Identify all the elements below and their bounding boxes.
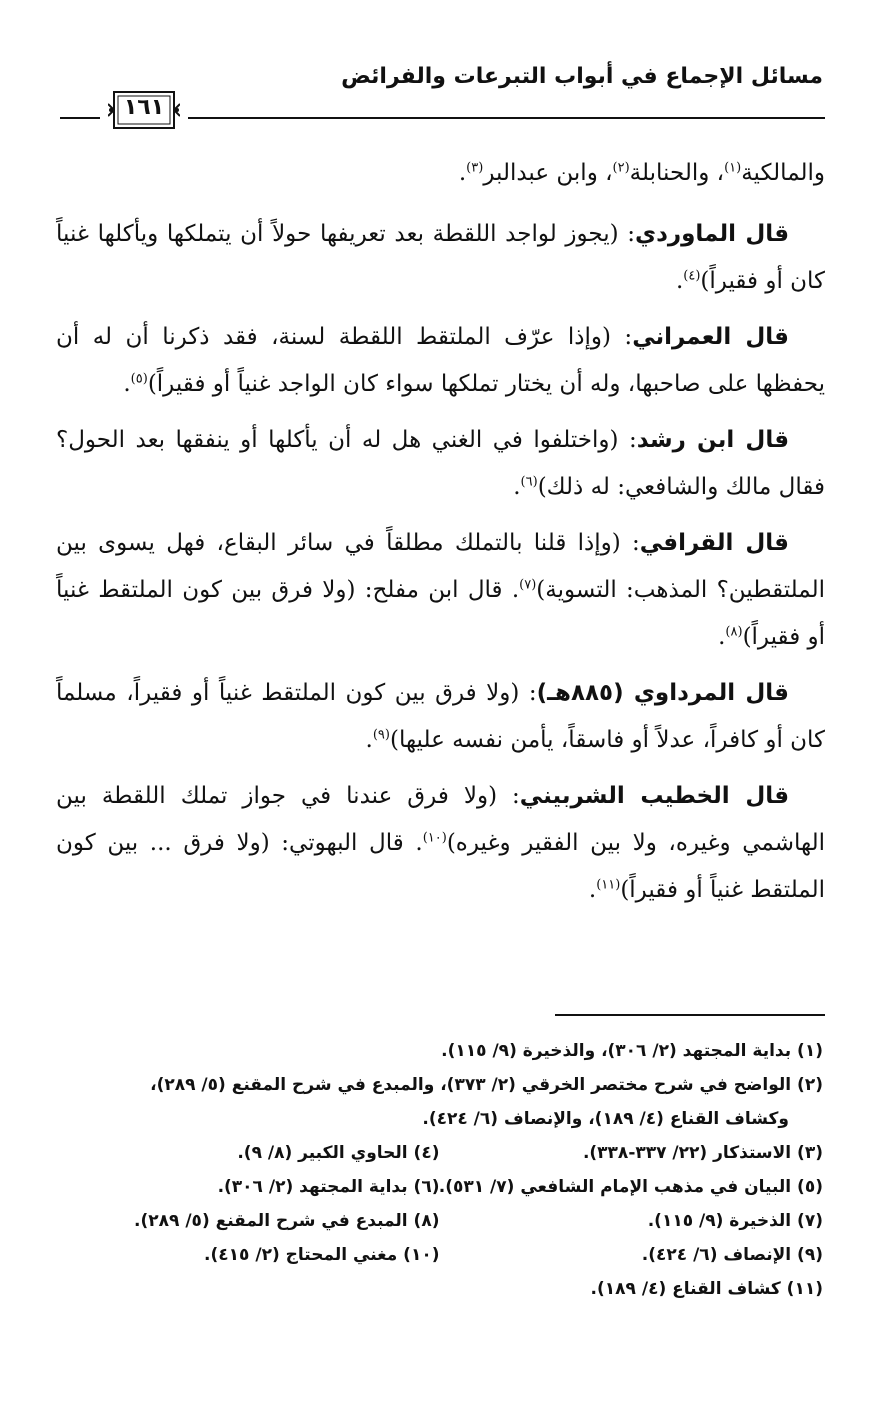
footnote-ref[interactable]: (٤) (683, 268, 701, 284)
running-head-title: مسائل الإجماع في أبواب التبرعات والفرائض (341, 64, 823, 89)
footnote-4: (٤) الحاوي الكبير (٨/ ٩). (237, 1143, 440, 1163)
footnote-ref[interactable]: (٩) (372, 727, 390, 743)
footnote-row (56, 1170, 823, 1204)
footnote-ref[interactable]: (١٠) (422, 830, 447, 846)
text-run: . (675, 268, 684, 294)
footnote-ref[interactable]: (٧) (519, 577, 537, 593)
quote-text: : (واختلفوا في الغني هل له أن يأكلها أو ينفقها بعد الحول؟ فقال مالك والشافعي: له ذلك) (56, 427, 825, 500)
footnote-1: (١) بداية المجتهد (٢/ ٣٠٦)، والذخيرة (٩/ ١١٥). (441, 1041, 823, 1061)
footnote-rule (555, 1014, 825, 1016)
paragraph-7 (56, 773, 825, 914)
paragraph-5 (56, 520, 825, 661)
footnote-ref[interactable]: (٣) (466, 160, 484, 176)
quote-text: : (وإذا عرّف الملتقط اللقطة لسنة، فقد ذكرنا أن له أن يحفظها على صاحبها، وله أن يختار تملكها سواء كان الواجد غنياً أو فقيراً) (56, 324, 825, 397)
quote-text: : (يجوز لواجد اللقطة بعد تعريفها حولاً أن يتملكها ويأكلها غنياً كان أو فقيراً) (56, 221, 825, 294)
text-run: . (718, 624, 726, 650)
quote-speaker: قال ابن رشد (636, 427, 790, 453)
footnote-2-continued: وكشاف القناع (٤/ ١٨٩)، والإنصاف (٦/ ٤٢٤). (422, 1109, 789, 1129)
footnote-8: (٨) المبدع في شرح المقنع (٥/ ٢٨٩). (134, 1211, 440, 1231)
footnotes (56, 1034, 823, 1306)
text-run: ، والحنابلة (629, 160, 725, 186)
quote-speaker: قال الماوردي (635, 221, 789, 247)
footnote-row (56, 1238, 823, 1272)
footnote-6: (٦) بداية المجتهد (٢/ ٣٠٦). (217, 1177, 440, 1197)
quote-speaker: قال القرافي (639, 530, 789, 556)
footnote-ref[interactable]: (١١) (596, 877, 621, 893)
text-run: . (365, 727, 373, 753)
footnote-ref[interactable]: (٢) (612, 160, 630, 176)
paragraph-3 (56, 314, 825, 408)
quote-speaker: قال العمراني (632, 324, 789, 350)
footnote-11: (١١) كشاف القناع (٤/ ١٨٩). (590, 1279, 823, 1299)
text-run: . (588, 877, 597, 903)
footnote-row (56, 1136, 823, 1170)
footnote-ref[interactable]: (٥) (130, 371, 148, 387)
text-run: . (123, 371, 131, 397)
paragraph-4 (56, 417, 825, 511)
footnote-3: (٣) الاستذكار (٢٢/ ٣٣٧-٣٣٨). (582, 1143, 823, 1163)
footnote-ref[interactable]: (١) (724, 160, 742, 176)
paragraph-1 (56, 150, 825, 197)
quote-text: . قال البهوتي: (ولا فرق ... بين كون الملتقط غنياً أو فقيراً) (56, 830, 825, 903)
paragraph-6 (56, 670, 825, 764)
text-run: . (458, 160, 467, 186)
footnote-ref[interactable]: (٨) (725, 624, 743, 640)
footnote-9: (٩) الإنصاف (٦/ ٤٢٤). (641, 1245, 823, 1265)
quote-text: : (ولا فرق عندنا في جواز تملك اللقطة بين الهاشمي وغيره، ولا بين الفقير وغيره) (56, 783, 826, 856)
text-run: والمالكية (741, 160, 825, 186)
paragraph-2 (56, 211, 825, 305)
footnote-7: (٧) الذخيرة (٩/ ١١٥). (647, 1211, 823, 1231)
footnote-2: (٢) الواضح في شرح مختصر الخرقي (٢/ ٣٧٣)، والمبدع في شرح المقنع (٥/ ٢٨٩)، (150, 1075, 823, 1095)
quote-speaker: قال الخطيب الشربيني (519, 783, 789, 809)
text-run: ، وابن عبدالبر (483, 160, 613, 186)
page-number: ١٦١ (123, 95, 165, 120)
quote-text: : (وإذا قلنا بالتملك مطلقاً في سائر البقاع، فهل يسوى بين الملتقطين؟ المذهب: التسوية) (56, 530, 825, 603)
footnote-5: (٥) البيان في مذهب الإمام الشافعي (٧/ ٥٣١). (438, 1177, 823, 1197)
footnote-ref[interactable]: (٦) (520, 474, 538, 490)
quote-text: : (ولا فرق بين كون الملتقط غنياً أو فقيراً، مسلماً كان أو كافراً، عدلاً أو فاسقاً، يأمن نفسه عليها) (56, 680, 825, 753)
quote-text: . قال ابن مفلح: (ولا فرق بين كون الملتقط غنياً أو فقيراً) (56, 577, 825, 650)
footnote-10: (١٠) مغني المحتاج (٢/ ٤١٥). (204, 1245, 440, 1265)
text-run: . (513, 474, 521, 500)
page-number-box (100, 88, 188, 134)
footnote-row (56, 1204, 823, 1238)
main-text (56, 150, 825, 923)
quote-speaker: قال المرداوي (٨٨٥هـ) (536, 680, 789, 706)
